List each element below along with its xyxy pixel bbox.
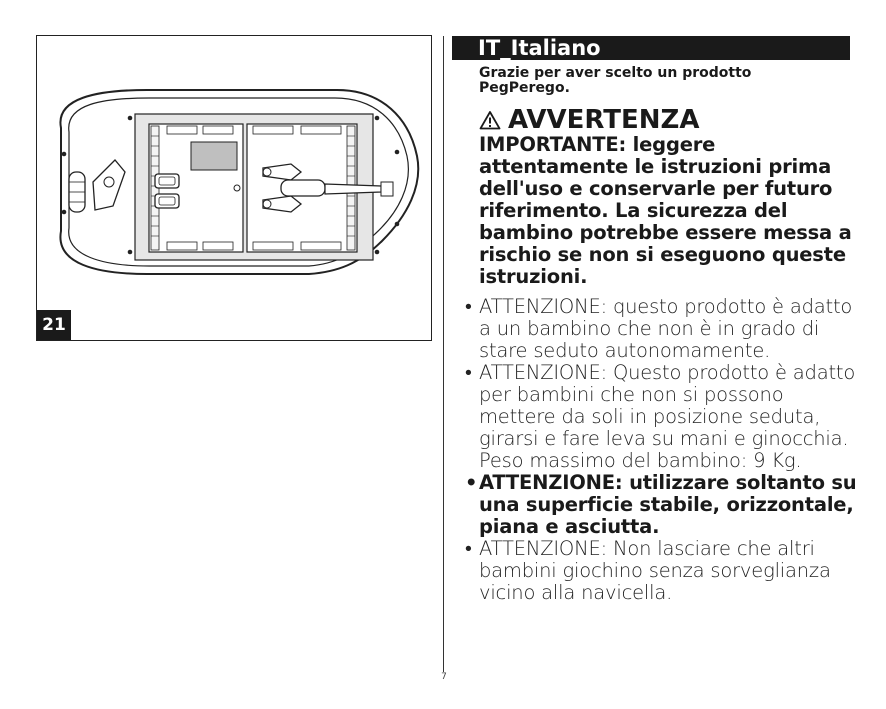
warning-heading	[479, 105, 699, 135]
carrycot-bottom-illustration	[37, 36, 431, 340]
important-text: IMPORTANTE: leggere attentamente le istruzioni prima dell'uso e conservarle per futuro riferimento. La sicurezza del bambino potrebbe essere messa a rischio se non si eseguono queste istruzioni.	[479, 133, 852, 288]
list-item-text: ATTENZIONE: utilizzare soltanto su una superficie stabile, orizzontale, piana e asciutta.	[479, 471, 857, 538]
figure-number: 21	[37, 310, 71, 340]
bullet-icon: •	[465, 361, 472, 384]
list-item	[465, 472, 865, 538]
page-number: 7	[441, 672, 447, 682]
intro-text: Grazie per aver scelto un prodotto PegPerego.	[479, 65, 752, 96]
warning-title: AVVERTENZA	[508, 105, 700, 135]
language-header: IT_Italiano	[452, 36, 850, 60]
bullet-icon: •	[465, 295, 472, 318]
list-item-text: ATTENZIONE: questo prodotto è adatto a un bambino che non è in grado di stare seduto autonomamente.	[479, 295, 853, 362]
list-item-text: ATTENZIONE: Questo prodotto è adatto per bambini che non si possono mettere da soli in posizione seduta, girarsi e fare leva su mani e ginocchia. Peso massimo del bambino: 9 Kg.	[479, 361, 856, 472]
bullet-icon: •	[465, 537, 472, 560]
list-item	[465, 362, 865, 472]
list-item	[465, 538, 865, 604]
list-item-text: ATTENZIONE: Non lasciare che altri bambini giochino senza sorveglianza vicino alla navicella.	[479, 537, 831, 604]
column-divider	[443, 36, 444, 672]
list-item	[465, 296, 865, 362]
figure-frame	[36, 35, 432, 341]
warning-triangle-icon	[479, 110, 501, 130]
bullet-icon: •	[465, 471, 478, 494]
warning-list	[465, 296, 865, 604]
